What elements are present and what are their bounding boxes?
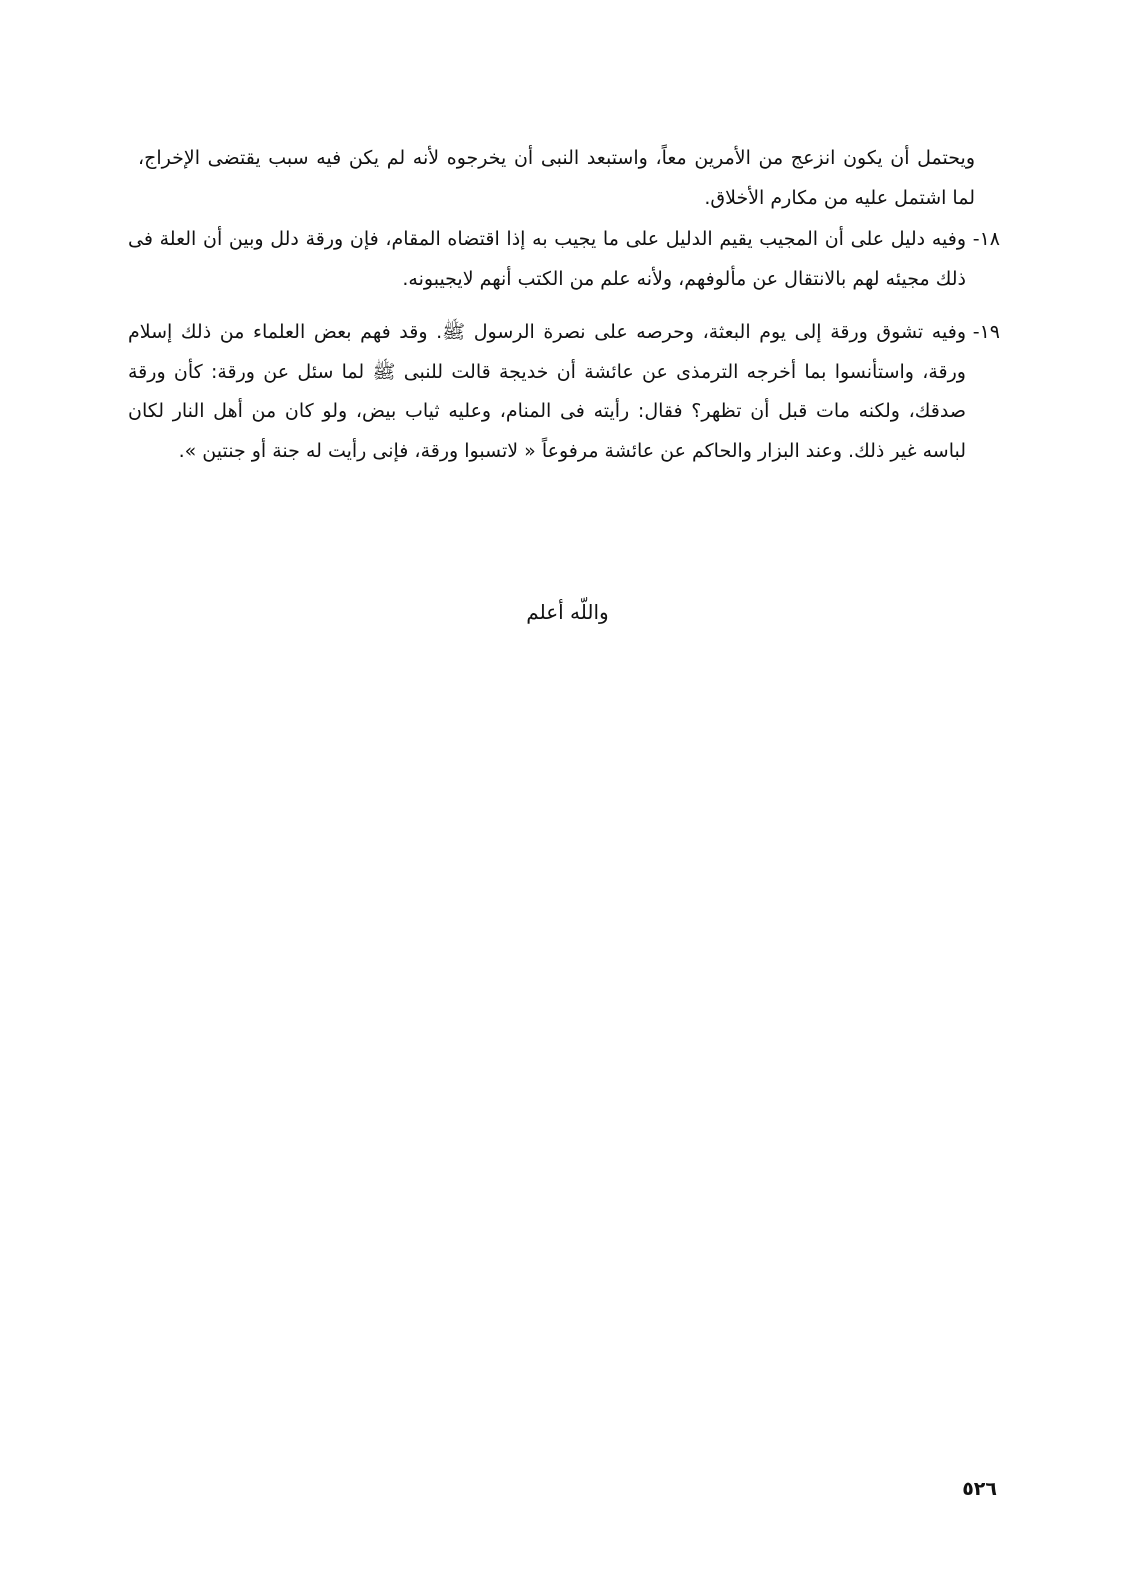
list-number: ١٩-	[972, 321, 1000, 343]
closing-phrase: واللّه أعلم	[526, 600, 609, 624]
list-item-19	[128, 313, 1000, 471]
numbered-list	[128, 220, 1000, 485]
list-item-text: وفيه تشوق ورقة إلى يوم البعثة، وحرصه على نصرة الرسول ﷺ. وقد فهم بعض العلماء من ذلك إسلام ورقة، واستأنسوا بما أخرجه الترمذى عن عائشة أن خديجة قالت للنبى ﷺ لما سئل عن ورقة: كأن ورقة صدقك، ولكنه مات قبل أن تظهر؟ فقال: رأيته فى المنام، وعليه ثياب بيض، ولو كان من أهل النار لكان لباسه غير ذلك. وعند البزار والحاكم عن عائشة مرفوعاً « لاتسبوا ورقة، فإنى رأيت له جنة أو جنتين ».	[128, 321, 966, 462]
page-number: ٥٢٦	[962, 1478, 997, 1500]
list-number: ١٨-	[972, 228, 1000, 250]
list-item-18	[128, 220, 1000, 299]
list-item-text: وفيه دليل على أن المجيب يقيم الدليل على ما يجيب به إذا اقتضاه المقام، فإن ورقة دلل وبين أن العلة فى ذلك مجيئه لهم بالانتقال عن مألوفهم، ولأنه علم من الكتب أنهم لايجيبونه.	[128, 228, 966, 290]
intro-paragraph: ويحتمل أن يكون انزعج من الأمرين معاً، واستبعد النبى أن يخرجوه لأنه لم يكن فيه سبب يقتضى الإخراج، لما اشتمل عليه من مكارم الأخلاق.	[138, 147, 975, 209]
